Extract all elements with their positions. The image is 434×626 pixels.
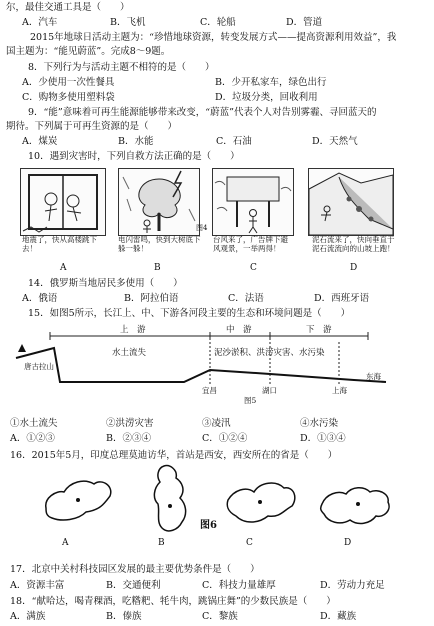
q14-options <box>22 293 369 305</box>
q14-option-d[interactable]: D．西班牙语 <box>314 293 370 304</box>
q8-stem: 8．下列行为与活动主题不相符的是（ ） <box>28 62 215 73</box>
q16-stem: 16．2015年5月，印度总理莫迪访华，首站是西安，西安所在的省是（ ） <box>10 450 338 461</box>
scene-c-typhoon <box>212 168 294 236</box>
q9-option-c[interactable]: C．石油 <box>216 136 252 147</box>
q15-option-d[interactable]: D．①③④ <box>300 433 346 444</box>
figure-5 <box>14 322 414 404</box>
province-letter-b: B <box>158 538 165 548</box>
q17-option-b[interactable]: B．交通便利 <box>106 580 161 591</box>
q15-item-2: ②洪涝灾害 <box>106 418 154 429</box>
sea-label: 东海 <box>366 372 381 381</box>
q9-option-d[interactable]: D．天然气 <box>312 136 358 147</box>
province-letter-d: D <box>344 538 352 548</box>
scene-letter-d: D <box>350 263 358 273</box>
q8-option-b[interactable]: B．少开私家车，绿色出行 <box>215 77 327 88</box>
q18-options <box>10 611 356 623</box>
caption-b: 电闪雷鸣，快到大树底下躲一躲！ <box>118 235 201 253</box>
q15-item-4: ④水污染 <box>300 418 339 429</box>
province-letter-a: A <box>62 538 69 548</box>
source-label: 唐古拉山 <box>24 362 54 371</box>
city-yichang: 宜昌 <box>202 386 217 395</box>
q9-stem-1: 9．“能”意味着可再生能源能够带来改变，“蔚蓝”代表个人对告别雾霾、寻回蓝天的 <box>28 107 377 118</box>
q7-option-a[interactable]: A．汽车 <box>22 17 58 28</box>
q18-stem: 18．“献哈达，喝青稞酒，吃糌粑、牦牛肉，跳锅庄舞”的少数民族是（ ） <box>10 596 336 607</box>
intro-line-2: 国主题为：“能见蔚蓝”。完成8～9题。 <box>6 46 171 57</box>
q7-options <box>22 17 322 29</box>
q18-option-a[interactable]: A．满族 <box>10 611 46 622</box>
scene-a-earthquake <box>20 168 106 236</box>
intro-line-1: 2015年地球日活动主题为：“珍惜地球资源，转变发展方式——提高资源利用效益”，我 <box>30 32 397 43</box>
q17-options <box>10 580 385 592</box>
province-outline-c <box>224 476 300 528</box>
q15-option-c[interactable]: C．①②④ <box>202 433 248 444</box>
q7-option-d[interactable]: D．管道 <box>286 17 323 28</box>
upper-problem-label: 水土流失 <box>112 348 147 358</box>
scene-d-mudslide <box>308 168 394 236</box>
q14-option-b[interactable]: B．阿拉伯语 <box>124 293 179 304</box>
province-letter-c: C <box>246 538 253 548</box>
city-shanghai: 上海 <box>332 386 347 395</box>
q15-item-1: ①水土流失 <box>10 418 58 429</box>
q9-options <box>22 136 358 148</box>
q17-option-c[interactable]: C．科技力量雄厚 <box>202 580 276 591</box>
q17-stem: 17．北京中关村科技园区发展的最主要优势条件是（ ） <box>10 564 260 575</box>
province-outline-b <box>146 462 196 536</box>
province-outline-d <box>318 482 394 530</box>
figure-4-label: 图4 <box>196 224 208 232</box>
scene-letter-b: B <box>154 263 161 273</box>
caption-c: 台风来了，广告牌下避风观景，一举两得！ <box>213 235 288 253</box>
mudslide-illustration <box>309 169 393 235</box>
typhoon-billboard-illustration <box>213 169 293 235</box>
caption-d: 泥石流来了，快向垂直于泥石流流向的山坡上跑！ <box>312 235 395 253</box>
q9-stem-2: 期待。下列属于可再生资源的是（ ） <box>6 121 178 132</box>
q8-option-a[interactable]: A．少使用一次性餐具 <box>22 77 115 88</box>
figure-6-label: 图6 <box>200 520 217 531</box>
q14-stem: 14．俄罗斯当地居民多使用（ ） <box>28 278 183 289</box>
middle-lower-problem-label: 泥沙淤积、洪涝灾害、水污染 <box>214 348 325 358</box>
lower-reach-label: 下 游 <box>306 325 332 335</box>
q14-option-a[interactable]: A．俄语 <box>22 293 58 304</box>
q15-options <box>10 433 346 445</box>
q7-option-c[interactable]: C．轮船 <box>200 17 236 28</box>
upper-reach-label: 上 游 <box>120 325 146 335</box>
q7-option-b[interactable]: B．飞机 <box>110 17 146 28</box>
lightning-tree-illustration <box>119 169 199 235</box>
q7-stem-tail: 尔，最佳交通工具是（ ） <box>6 2 130 13</box>
q15-option-b[interactable]: B．②③④ <box>106 433 151 444</box>
q15-item-3: ③凌汛 <box>202 418 231 429</box>
q14-option-c[interactable]: C．法语 <box>228 293 264 304</box>
figure-5-label: 图5 <box>244 396 257 405</box>
earthquake-illustration <box>21 169 105 235</box>
q18-option-d[interactable]: D．藏族 <box>320 611 357 622</box>
q10-stem: 10．遇到灾害时，下列自救方法正确的是（ ） <box>28 151 240 162</box>
q9-option-a[interactable]: A．煤炭 <box>22 136 58 147</box>
city-hukou: 湖口 <box>262 386 277 395</box>
q15-stem: 15．如图5所示，长江上、中、下游各河段主要的生态和环境问题是（ ） <box>28 308 351 319</box>
q18-option-c[interactable]: C．黎族 <box>202 611 238 622</box>
q9-option-b[interactable]: B．水能 <box>118 136 154 147</box>
province-outline-a <box>40 468 118 532</box>
q17-option-a[interactable]: A．资源丰富 <box>10 580 65 591</box>
scene-b-lightning <box>118 168 200 236</box>
q15-option-a[interactable]: A．①②③ <box>10 433 55 444</box>
caption-a: 地震了，快从高楼跳下去！ <box>22 235 97 253</box>
q18-option-b[interactable]: B．傣族 <box>106 611 142 622</box>
q17-option-d[interactable]: D．劳动力充足 <box>320 580 385 591</box>
q8-option-d[interactable]: D．垃圾分类，回收利用 <box>215 92 318 103</box>
q8-option-c[interactable]: C．购物多使用塑料袋 <box>22 92 115 103</box>
scene-letter-a: A <box>60 263 67 273</box>
middle-reach-label: 中 游 <box>226 325 252 335</box>
scene-letter-c: C <box>250 263 257 273</box>
q15-items <box>10 418 338 430</box>
